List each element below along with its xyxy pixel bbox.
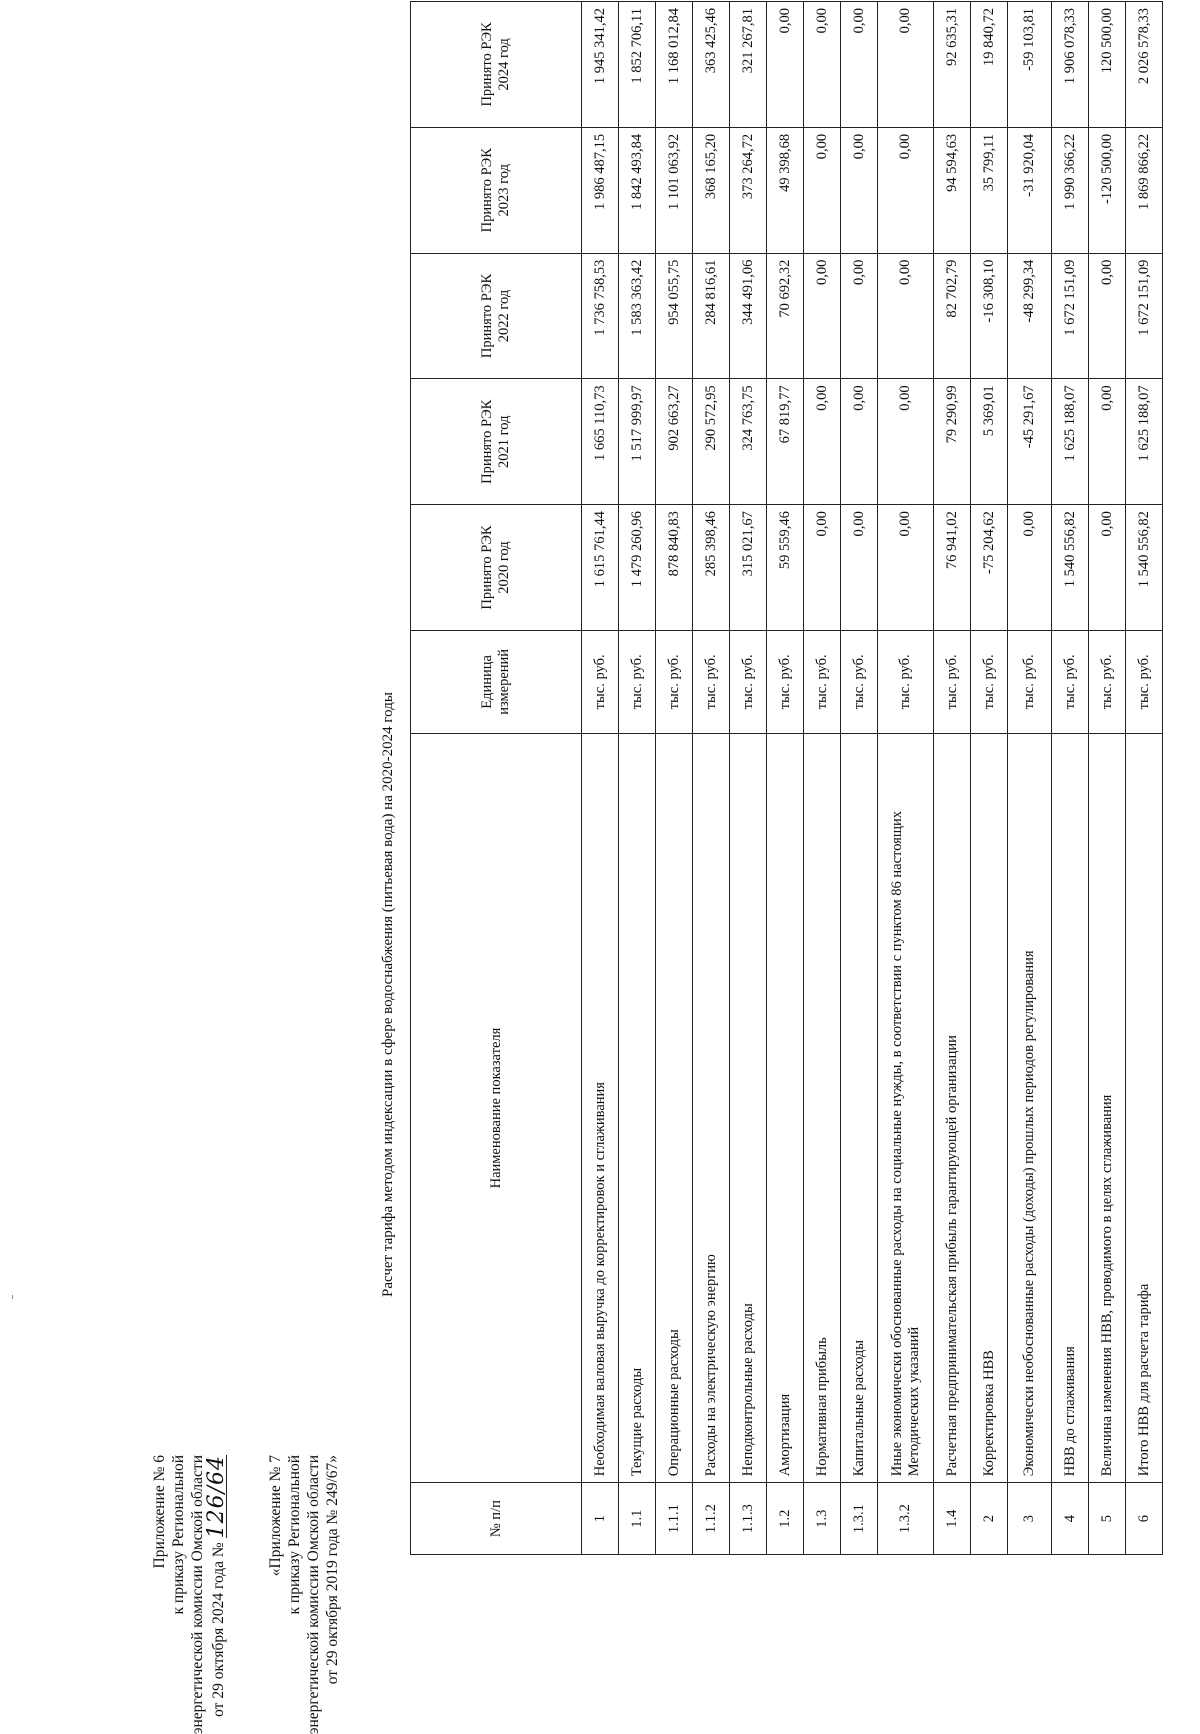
cell-unit: тыс. руб.	[730, 630, 767, 733]
cell-unit: тыс. руб.	[767, 630, 804, 733]
cell-y2020: 285 398,46	[693, 505, 730, 631]
cell-name: Иные экономически обоснованные расходы на социальные нужды, в соответствии с пунктом 86 настоящих Методических указаний	[878, 733, 934, 1482]
cell-name: Необходимая валовая выручка до корректировок и сглаживания	[582, 733, 619, 1482]
cell-unit: тыс. руб.	[1089, 630, 1126, 733]
order-number-handwritten: 126/64	[204, 1455, 229, 1539]
cell-y2020: 0,00	[1008, 505, 1052, 631]
table-row	[878, 2, 934, 1555]
appendix-line: «Приложение № 7	[267, 1455, 284, 1577]
cell-y2024: 1 906 078,33	[1052, 2, 1089, 128]
cell-y2022: 1 672 151,09	[1126, 253, 1163, 379]
cell-y2024: 1 168 012,84	[656, 2, 693, 128]
cell-y2020: 0,00	[804, 505, 841, 631]
cell-y2020: 878 840,83	[656, 505, 693, 631]
col-header-num: № п/п	[411, 1483, 582, 1555]
table-row	[1008, 2, 1052, 1555]
cell-unit: тыс. руб.	[934, 630, 971, 733]
cell-y2023: 49 398,68	[767, 127, 804, 253]
col-header-unit: Единица измерений	[411, 630, 582, 733]
table-row	[656, 2, 693, 1555]
cell-num: 1.1	[619, 1483, 656, 1555]
tariff-table	[410, 1, 1163, 1555]
cell-y2021: 1 665 110,73	[582, 379, 619, 505]
cell-name: Текущие расходы	[619, 733, 656, 1482]
table-row	[730, 2, 767, 1555]
cell-y2024: 363 425,46	[693, 2, 730, 128]
cell-name: НВВ до сглаживания	[1052, 733, 1089, 1482]
cell-y2021: 0,00	[878, 379, 934, 505]
cell-num: 2	[971, 1483, 1008, 1555]
appendix-header-current	[150, 1455, 228, 1734]
cell-unit: тыс. руб.	[971, 630, 1008, 733]
cell-name: Операционные расходы	[656, 733, 693, 1482]
cell-num: 4	[1052, 1483, 1089, 1555]
cell-y2023: 1 990 366,22	[1052, 127, 1089, 253]
cell-y2023: 0,00	[804, 127, 841, 253]
table-row	[582, 2, 619, 1555]
scan-mark	[12, 1295, 13, 1299]
cell-y2023: 1 842 493,84	[619, 127, 656, 253]
cell-name: Величина изменения НВВ, проводимого в целях сглаживания	[1089, 733, 1126, 1482]
cell-y2024: 0,00	[767, 2, 804, 128]
order-date-prefix: от 29 октября 2024 года №	[210, 1542, 227, 1717]
cell-num: 6	[1126, 1483, 1163, 1555]
cell-y2023: 94 594,63	[934, 127, 971, 253]
cell-y2021: 1 625 188,07	[1126, 379, 1163, 505]
cell-y2022: 954 055,75	[656, 253, 693, 379]
cell-y2024: -59 103,81	[1008, 2, 1052, 128]
appendix-line: энергетической комиссии Омской области	[189, 1455, 206, 1734]
cell-y2020: 59 559,46	[767, 505, 804, 631]
appendix-line: к приказу Региональной	[170, 1455, 187, 1615]
table-row	[1052, 2, 1089, 1555]
cell-y2020: 76 941,02	[934, 505, 971, 631]
cell-name: Расходы на электрическую энергию	[693, 733, 730, 1482]
cell-y2021: 902 663,27	[656, 379, 693, 505]
cell-num: 1.1.1	[656, 1483, 693, 1555]
cell-name: Амортизация	[767, 733, 804, 1482]
cell-y2023: 0,00	[841, 127, 878, 253]
cell-y2020: 1 540 556,82	[1126, 505, 1163, 631]
cell-y2022: 344 491,06	[730, 253, 767, 379]
cell-y2022: 0,00	[1089, 253, 1126, 379]
cell-name: Корректировка НВВ	[971, 733, 1008, 1482]
cell-unit: тыс. руб.	[1052, 630, 1089, 733]
cell-y2021: 0,00	[841, 379, 878, 505]
cell-y2020: 0,00	[841, 505, 878, 631]
cell-y2022: 70 692,32	[767, 253, 804, 379]
cell-y2022: 284 816,61	[693, 253, 730, 379]
table-header-row	[411, 2, 582, 1555]
appendix-line	[204, 1455, 229, 1734]
cell-unit: тыс. руб.	[841, 630, 878, 733]
cell-y2021: 0,00	[804, 379, 841, 505]
cell-y2023: 1 101 063,92	[656, 127, 693, 253]
col-header-name: Наименование показателя	[411, 733, 582, 1482]
cell-unit: тыс. руб.	[582, 630, 619, 733]
table-row	[841, 2, 878, 1555]
cell-unit: тыс. руб.	[1008, 630, 1052, 733]
cell-y2022: 0,00	[804, 253, 841, 379]
col-header-2024: Принято РЭК 2024 год	[411, 2, 582, 128]
cell-unit: тыс. руб.	[878, 630, 934, 733]
cell-y2020: 1 540 556,82	[1052, 505, 1089, 631]
cell-y2022: -16 308,10	[971, 253, 1008, 379]
cell-y2024: 2 026 578,33	[1126, 2, 1163, 128]
cell-unit: тыс. руб.	[693, 630, 730, 733]
cell-y2020: 0,00	[878, 505, 934, 631]
cell-num: 1.1.3	[730, 1483, 767, 1555]
col-header-2021: Принято РЭК 2021 год	[411, 379, 582, 505]
cell-name: Экономически необоснованные расходы (доходы) прошлых периодов регулирования	[1008, 733, 1052, 1482]
cell-y2023: 373 264,72	[730, 127, 767, 253]
cell-name: Расчетная предпринимательская прибыль гарантирующей организации	[934, 733, 971, 1482]
cell-y2024: 19 840,72	[971, 2, 1008, 128]
cell-y2021: 1 517 999,97	[619, 379, 656, 505]
cell-y2024: 1 945 341,42	[582, 2, 619, 128]
cell-y2024: 120 500,00	[1089, 2, 1126, 128]
cell-num: 1.2	[767, 1483, 804, 1555]
table-row	[971, 2, 1008, 1555]
cell-y2023: -31 920,04	[1008, 127, 1052, 253]
col-header-2020: Принято РЭК 2020 год	[411, 505, 582, 631]
cell-y2024: 0,00	[804, 2, 841, 128]
col-header-2022: Принято РЭК 2022 год	[411, 253, 582, 379]
cell-y2021: 1 625 188,07	[1052, 379, 1089, 505]
table-row	[804, 2, 841, 1555]
cell-y2022: 1 736 758,53	[582, 253, 619, 379]
appendix-header-previous	[266, 1455, 342, 1734]
cell-unit: тыс. руб.	[1126, 630, 1163, 733]
cell-y2021: 67 819,77	[767, 379, 804, 505]
cell-y2020: 315 021,67	[730, 505, 767, 631]
cell-name: Итого НВВ для расчета тарифа	[1126, 733, 1163, 1482]
cell-y2021: 5 369,01	[971, 379, 1008, 505]
cell-y2022: 1 583 363,42	[619, 253, 656, 379]
appendix-line: Приложение № 6	[151, 1455, 168, 1569]
cell-y2021: 324 763,75	[730, 379, 767, 505]
table-row	[619, 2, 656, 1555]
cell-y2023: 1 869 866,22	[1126, 127, 1163, 253]
cell-y2023: 35 799,11	[971, 127, 1008, 253]
cell-y2023: 0,00	[878, 127, 934, 253]
cell-y2024: 0,00	[841, 2, 878, 128]
cell-y2023: -120 500,00	[1089, 127, 1126, 253]
cell-y2020: 1 479 260,96	[619, 505, 656, 631]
table-body	[582, 2, 1163, 1555]
cell-y2022: 0,00	[878, 253, 934, 379]
cell-y2020: -75 204,62	[971, 505, 1008, 631]
cell-unit: тыс. руб.	[656, 630, 693, 733]
cell-y2022: -48 299,34	[1008, 253, 1052, 379]
cell-y2020: 1 615 761,44	[582, 505, 619, 631]
cell-y2021: 0,00	[1089, 379, 1126, 505]
cell-num: 1.3.1	[841, 1483, 878, 1555]
appendix-line: энергетической комиссии Омской области	[305, 1455, 322, 1734]
cell-y2022: 1 672 151,09	[1052, 253, 1089, 379]
cell-y2021: -45 291,67	[1008, 379, 1052, 505]
cell-y2020: 0,00	[1089, 505, 1126, 631]
cell-unit: тыс. руб.	[619, 630, 656, 733]
cell-num: 1.4	[934, 1483, 971, 1555]
cell-y2021: 290 572,95	[693, 379, 730, 505]
cell-y2022: 0,00	[841, 253, 878, 379]
table-row	[693, 2, 730, 1555]
cell-y2024: 92 635,31	[934, 2, 971, 128]
cell-name: Неподконтрольные расходы	[730, 733, 767, 1482]
cell-y2024: 1 852 706,11	[619, 2, 656, 128]
cell-y2022: 82 702,79	[934, 253, 971, 379]
col-header-2023: Принято РЭК 2023 год	[411, 127, 582, 253]
cell-num: 3	[1008, 1483, 1052, 1555]
table-row	[934, 2, 971, 1555]
cell-y2024: 321 267,81	[730, 2, 767, 128]
cell-num: 1.3.2	[878, 1483, 934, 1555]
cell-name: Нормативная прибыль	[804, 733, 841, 1482]
cell-y2021: 79 290,99	[934, 379, 971, 505]
cell-num: 5	[1089, 1483, 1126, 1555]
cell-y2023: 368 165,20	[693, 127, 730, 253]
cell-y2024: 0,00	[878, 2, 934, 128]
cell-y2023: 1 986 487,15	[582, 127, 619, 253]
cell-unit: тыс. руб.	[804, 630, 841, 733]
table-title: Расчет тарифа методом индексации в сфере водоснабжения (питьевая вода) на 2020-2024 годы	[380, 692, 396, 1297]
appendix-line: к приказу Региональной	[286, 1455, 303, 1615]
cell-num: 1.1.2	[693, 1483, 730, 1555]
cell-num: 1.3	[804, 1483, 841, 1555]
cell-name: Капитальные расходы	[841, 733, 878, 1482]
table-row	[1089, 2, 1126, 1555]
table-row	[1126, 2, 1163, 1555]
cell-num: 1	[582, 1483, 619, 1555]
table-row	[767, 2, 804, 1555]
appendix-line: от 29 октября 2019 года № 249/67»	[324, 1455, 341, 1685]
